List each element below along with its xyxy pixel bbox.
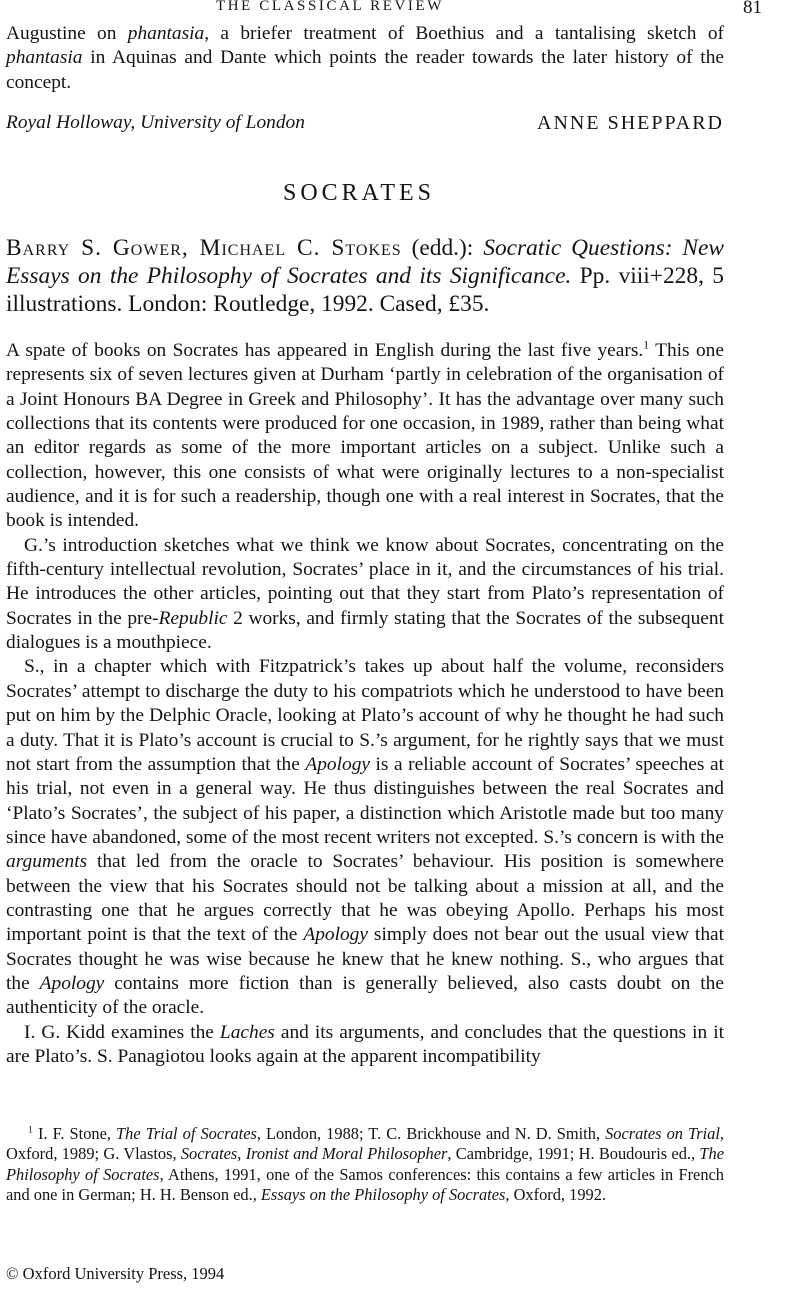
- reviewer-name: ANNE SHEPPARD: [537, 112, 724, 134]
- book-citation: Barry S. Gower, Michael C. Stokes (edd.): Socratic Questions: New Essays on the Philosophy of Socrates and its Significance. Pp. viii+228, 5 illustrations. London: Routledge, 1992. Cased, £35.: [6, 235, 724, 317]
- section-heading: SOCRATES: [282, 180, 436, 206]
- review-paragraph: S., in a chapter which with Fitzpatrick’s takes up about half the volume, reconsiders Socrates’ attempt to discharge the duty to his compatriots which he understood to have been put on him by the Delphic Oracle, looking at Plato’s account of why he thought he had such a duty. That it is Plato’s account is crucial to S.’s argument, for he rightly says that we must not start from the assumption that the Apology is a reliable account of Socrates’ speeches at his trial, not even in a general way. He thus distinguishes between the real Socrates and ‘Plato’s Socrates’, the subject of his paper, a distinction which Aristotle made but too many since have abandoned, some of the most recent writers not excepted. S.’s concern is with the arguments that led from the oracle to Socrates’ behaviour. His position is somewhere between the view that his Socrates should not be talking about a mission at all, and the contrasting one that he argues correctly that he was obeying Apollo. Perhaps his most important point is that the text of the Apology simply does not bear out the usual view that Socrates thought he was wise because he knew that he knew nothing. S., who argues that the Apology contains more fiction than is generally believed, also casts doubt on the authenticity of the oracle.: [6, 656, 725, 1019]
- review-paragraph: I. G. Kidd examines the Laches and its arguments, and concludes that the questions in it are Plato’s. S. Panagiotou looks again at the apparent incompatibility: [6, 1021, 724, 1067]
- review-paragraph: G.’s introduction sketches what we think we know about Socrates, concentrating on the fifth-century intellectual revolution, Socrates’ place in it, and the circumstances of his trial. He introduces the other articles, pointing out that they start from Plato’s representation of Socrates in the pre-Republic 2 works, and firmly stating that the Socrates of the subsequent dialogues is a mouthpiece.: [6, 534, 724, 654]
- running-head: [0, 0, 800, 20]
- reviewer-affiliation: Royal Holloway, University of London: [6, 112, 305, 133]
- book-details: Pp. viii+228, 5 illustrations. London: Routledge, 1992. Cased, £35.: [6, 263, 724, 317]
- copyright-notice: © Oxford University Press, 1994: [6, 1264, 225, 1283]
- book-title: Socratic Questions: New Essays on the Philosophy of Socrates and its Significance.: [6, 235, 724, 289]
- page-number: 81: [743, 0, 762, 18]
- journal-title: THE CLASSICAL REVIEW: [215, 0, 445, 14]
- footnote: $^1$ I. F. Stone, The Trial of Socrates, London, 1988; T. C. Brickhouse and N. D. Smith, Socrates on Trial, Oxford, 1989; G. Vlastos, Socrates, Ironist and Moral Philosopher, Cambridge, 1991; H. Boudouris ed., The Philosophy of Socrates, Athens, 1991, one of the Samos conferences: this contains a few articles in French and one in German; H. H. Benson ed., Essays on the Philosophy of Socrates, Oxford, 1992.: [6, 1124, 725, 1205]
- review-signature: [6, 112, 724, 138]
- review-body: [6, 339, 724, 1069]
- previous-review-closing: Augustine on phantasia, a briefer treatment of Boethius and a tantalising sketch of phantasia in Aquinas and Dante which points the reader towards the later history of the concept.: [6, 23, 724, 93]
- footnote-marker: 1: [643, 338, 650, 352]
- book-editors: Barry S. Gower, Michael C. Stokes: [6, 235, 402, 261]
- review-paragraph: A spate of books on Socrates has appeared in English during the last five years.$^1$ This one represents six of seven lectures given at Durham ‘partly in celebration of the organisation of a Joint Honours BA Degree in Greek and Philosophy’. It has the advantage over many such collections that its contents were produced for one occasion, in 1989, rather than being what an editor regards as some of the more important articles on a subject. Unlike such a collection, however, this one consists of what were originally lectures to a non-specialist audience, and it is for such a readership, though one with a real interest in Socrates, that the book is intended.: [6, 338, 724, 532]
